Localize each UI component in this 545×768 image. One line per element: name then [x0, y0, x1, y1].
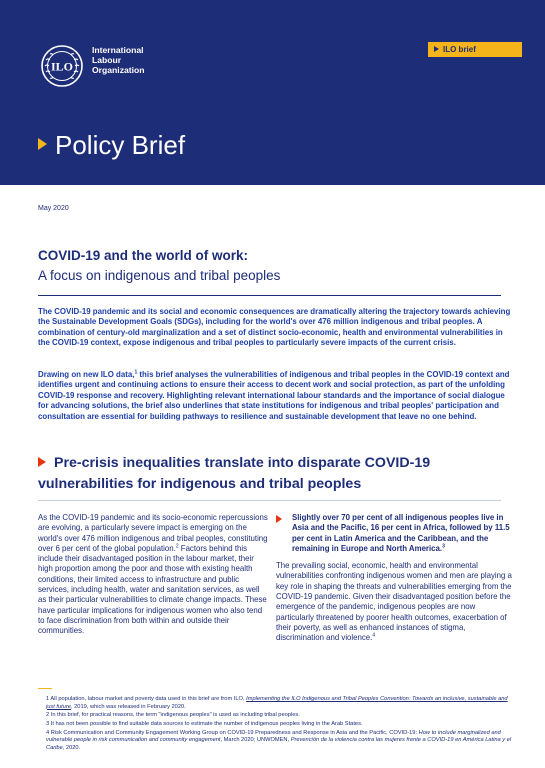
lead-paragraph-2: Drawing on new ILO data,$^1$ this brief analyses the vulnerabilities of indigenous and tribal peoples in the COVID-19 context and identifies urgent and continuing actions to ensure their access to decent work and social protection, as part of the unfolding COVID-19 response and recovery. Highlighting relevant international labour standards and the importance of social dialogue for advancing solutions, the brief also underlines that state institutions for indigenous and tribal peoples' participation and consultation are essential for building pathways to resilience and sustainable development that leave no one behind. — [38, 369, 510, 421]
footnote-2: 2 In this brief, for practical reasons, the term "indigenous peoples" is used as including tribal peoples. — [46, 712, 300, 719]
footnote-link[interactable]: Implementing the ILO Indigenous and Tribal Peoples Convention: Towards an inclusive, sustainable and just future — [46, 696, 508, 710]
section-heading: Pre-crisis inequalities translate into disparate COVID-19 vulnerabilities for indigenous and tribal peoples — [38, 455, 431, 492]
body-paragraph: The prevailing social, economic, health and environmental vulnerabilities confronting indigenous women and men are playing a key role in shaping the threats and vulnerabilities emerging from the COVID-19 pandemic. Given their disadvantaged position before the emergence of the pandemic, indigenous peoples are now particularly threatened by poorer health outcomes, exacerbation of their poverty, as well as enhanced instances of stigma, discrimination and violence.$^4$ — [276, 561, 512, 643]
svg-text:ILO: ILO — [50, 59, 74, 74]
triangle-icon — [38, 457, 46, 467]
divider — [38, 500, 501, 501]
highlight-bullet: Slightly over 70 per cent of all indigenous peoples live in Asia and the Pacific, 16 per cent in Africa, followed by 11.5 per cent in Latin America and the Caribbean, and the remaining in Europe and North America.$^3$ — [276, 513, 513, 554]
triangle-bullet-icon — [276, 515, 282, 523]
page-title: Policy Brief — [38, 130, 185, 160]
footnote-separator — [38, 688, 52, 689]
ilo-brief-badge: ILO brief — [428, 42, 522, 57]
publication-date: May 2020 — [38, 205, 69, 212]
footnotes — [46, 696, 514, 753]
header-banner — [0, 0, 545, 185]
footnote-4: 4 Risk Communication and Community Engagement Working Group on COVID-19 Preparedness and Response in Asia and the Pacific, COVID-19: How to include marginalized and vulnerable people in risk communication and community engagement, March 2020; UNWOMEN, Prevención de la violencia contra las mujeres frente a COVID-19 en América Latina y el Caribe, 2020. — [46, 729, 512, 751]
divider — [38, 295, 501, 296]
footnote-1: 1 All population, labour market and poverty data used in this brief are from ILO, Implementing the ILO Indigenous and Tribal Peoples Convention: Towards an inclusive, sustainable and just future, 2019, which was released in February 2020. — [46, 696, 508, 710]
body-column-left: As the COVID-19 pandemic and its socio-economic repercussions are evolving, a particularly severe impact is emerging on the world's over 476 million indigenous and tribal peoples, constituting over 6 per cent of the global population.$^2$ Factors behind this include their disadvantaged position in the labour market, their high proportion among the poor and those with existing health conditions, their limited access to infrastructure and public services, including health, water and sanitation services, as well as their particular vulnerabilities to climate change impacts. These have particular implications for indigenous women who also tend to face discrimination from both within and outside their communities. — [38, 513, 268, 636]
triangle-icon — [434, 46, 439, 52]
brief-subtitle: A focus on indigenous and tribal peoples — [38, 268, 281, 283]
ilo-logo-icon — [40, 44, 84, 88]
body-column-right — [276, 513, 513, 644]
brief-title: COVID-19 and the world of work: — [38, 248, 249, 263]
lead-paragraph-1: The COVID-19 pandemic and its social and economic consequences are dramatically altering the trajectory towards achieving the Sustainable Development Goals (SDGs), including for the world's over 476 million indigenous and tribal peoples. A combination of century-old marginalization and a set of distinct socio-economic, health and environmental vulnerabilities in the COVID-19 context, expose indigenous and tribal peoples to particularly severe impacts of the current crisis. — [38, 307, 511, 348]
footnote-3: 3 It has not been possible to find suitable data sources to estimate the number of indigenous peoples living in the Arab States. — [46, 720, 363, 727]
organization-name: International Labour Organization — [92, 45, 145, 75]
triangle-icon — [38, 138, 47, 150]
